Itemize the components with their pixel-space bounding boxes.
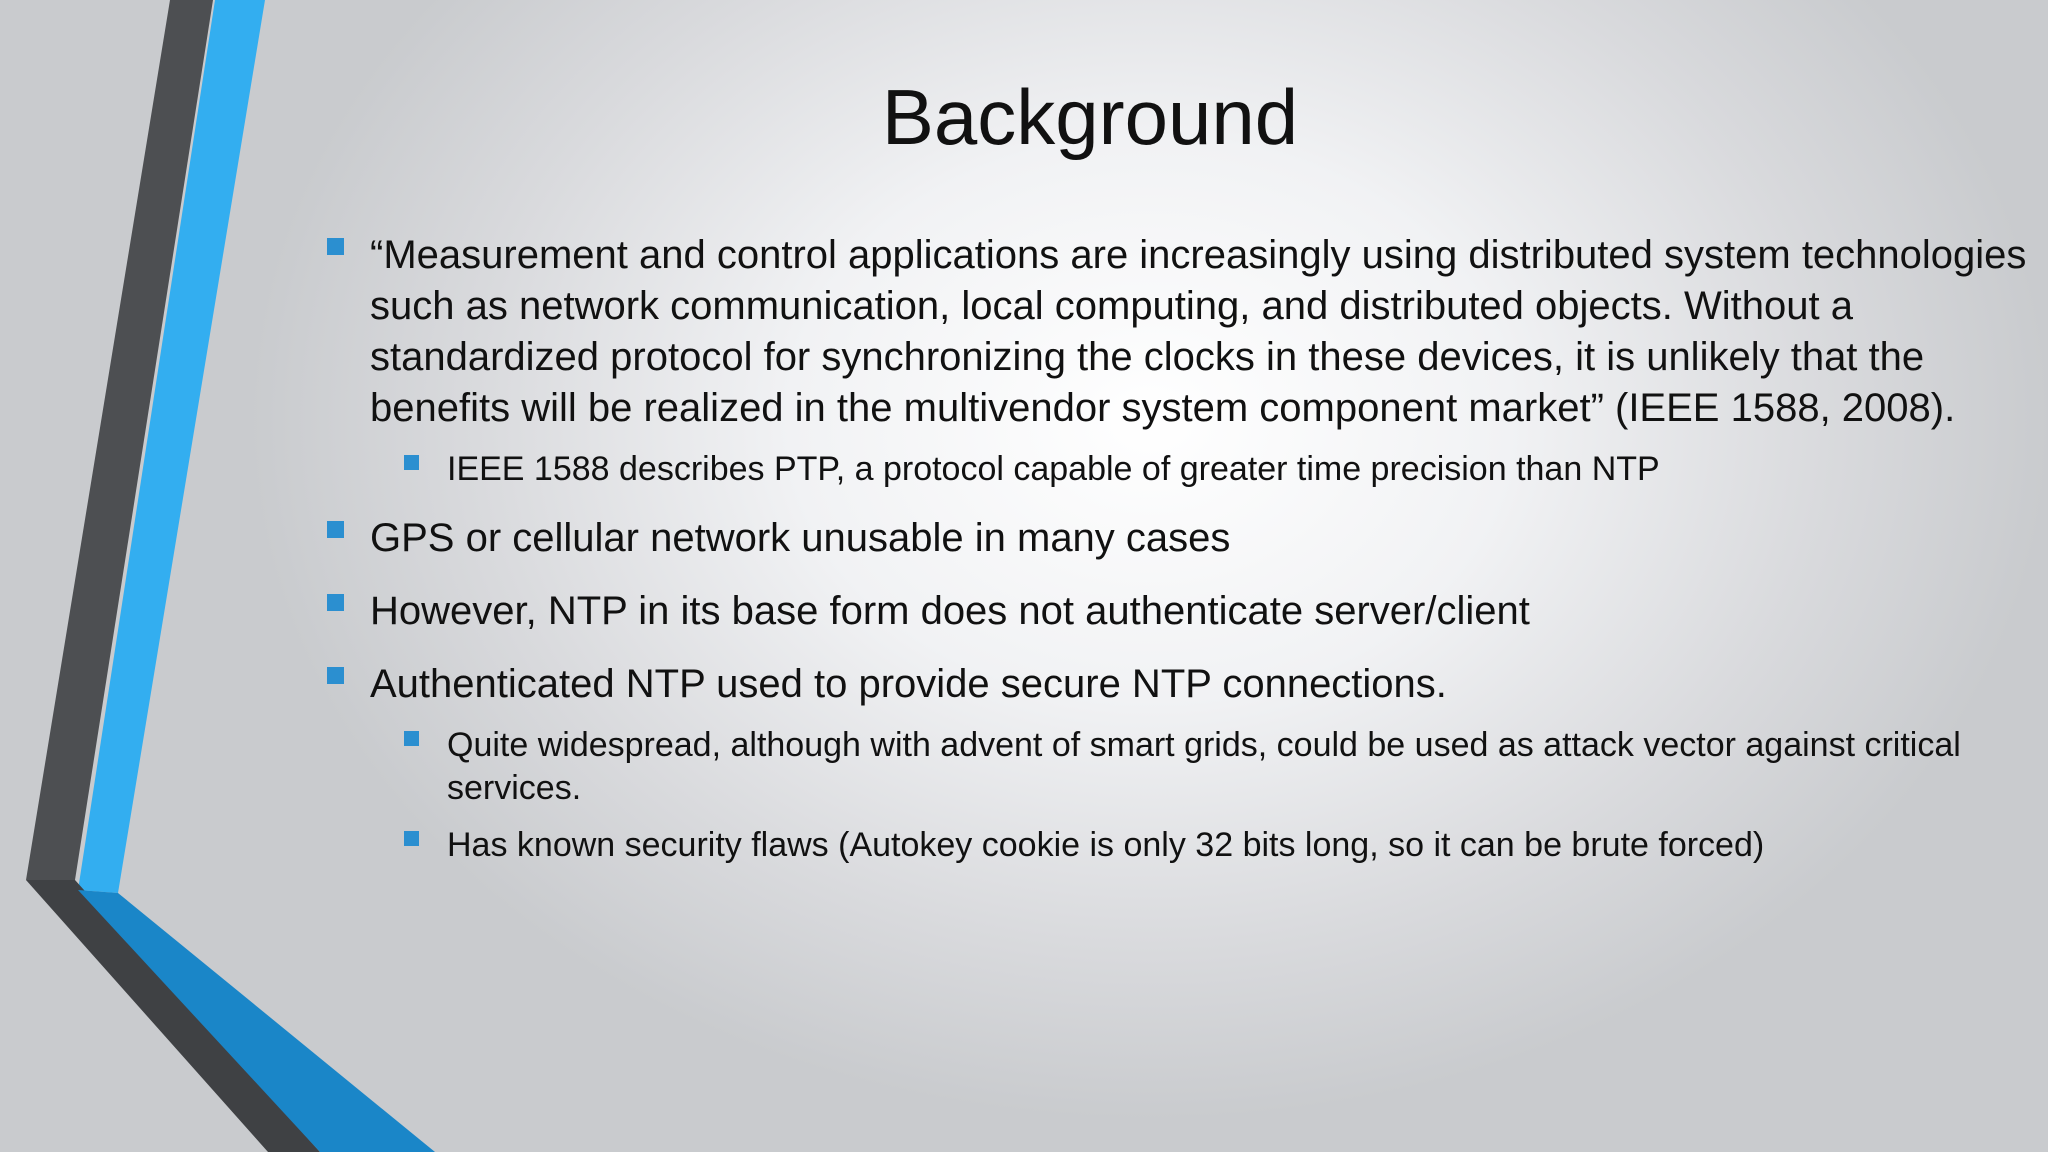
bullet-item (320, 513, 2030, 564)
bullet-text: “Measurement and control applications are increasingly using distributed system technologies such as network communication, local computing, and distributed objects. Without a standardized protocol for synchronizing the clocks in these devices, it is unlikely that the benefits will be realized in the multivendor system component market” (IEEE 1588, 2008). (370, 233, 2027, 430)
square-bullet-icon (404, 731, 419, 746)
bullet-item (320, 659, 2030, 710)
sub-bullet-text: Has known security flaws (Autokey cookie is only 32 bits long, so it can be brute forced) (447, 826, 1765, 864)
square-bullet-icon (404, 831, 419, 846)
bullet-item (320, 230, 2030, 434)
bullet-text: Authenticated NTP used to provide secure NTP connections. (370, 662, 1447, 706)
square-bullet-icon (327, 521, 344, 538)
sub-bullet-text: Quite widespread, although with advent of smart grids, could be used as attack vector against critical services. (447, 726, 1961, 807)
slide-title: Background (881, 73, 1299, 161)
square-bullet-icon (404, 455, 419, 470)
sub-bullet-item (320, 724, 2030, 810)
square-bullet-icon (327, 667, 344, 684)
sub-bullet-text: IEEE 1588 describes PTP, a protocol capable of greater time precision than NTP (447, 450, 1660, 488)
bullet-list (320, 230, 2030, 889)
square-bullet-icon (327, 238, 344, 255)
bullet-item (320, 586, 2030, 637)
sub-bullet-item (320, 448, 2030, 491)
sub-bullet-item (320, 824, 2030, 867)
square-bullet-icon (327, 594, 344, 611)
dark-stripe-lower (26, 880, 320, 1152)
bullet-text: However, NTP in its base form does not authenticate server/client (370, 589, 1530, 633)
bullet-text: GPS or cellular network unusable in many cases (370, 516, 1231, 560)
